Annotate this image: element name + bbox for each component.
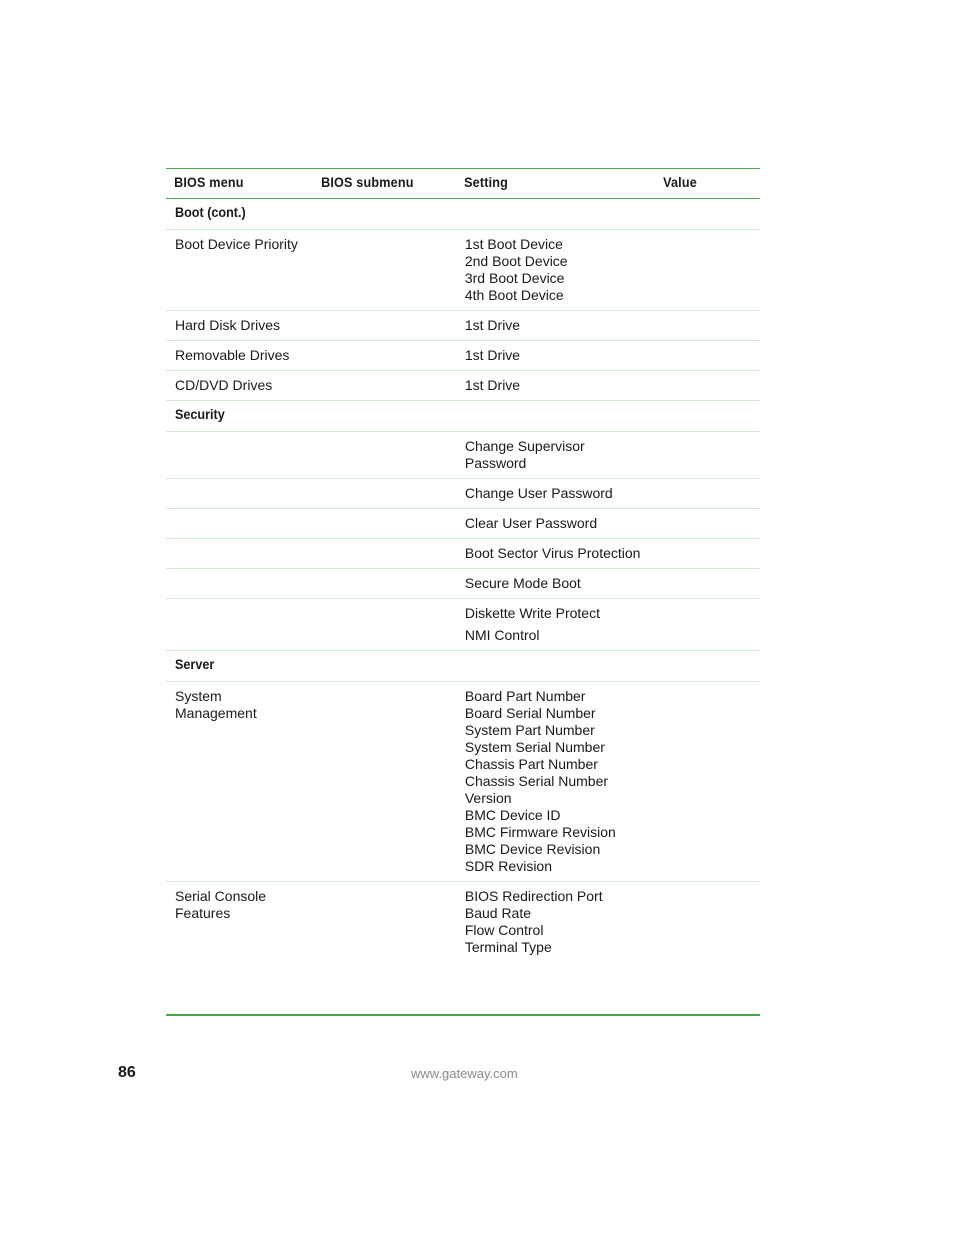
cell-line: 4th Boot Device — [464, 287, 564, 303]
bios-menu-cell — [166, 539, 313, 569]
cell-line: Version — [464, 790, 512, 806]
bios-submenu-cell — [313, 509, 455, 539]
cell-line: SDR Revision — [464, 858, 552, 874]
cell-line: Board Part Number — [464, 688, 586, 704]
section-header-cell — [166, 651, 760, 682]
bios-menu-cell — [166, 569, 313, 599]
cell-line: Flow Control — [464, 922, 544, 938]
cell-line: Terminal Type — [464, 939, 552, 955]
cell-line: 1st Drive — [464, 317, 521, 333]
setting-cell — [456, 230, 655, 311]
footer-url: www.gateway.com — [411, 1066, 518, 1081]
bios-submenu-cell — [313, 341, 455, 371]
section-title: Boot (cont.) — [175, 204, 246, 220]
cell-line: Change User Password — [464, 485, 613, 501]
bios-menu-cell — [166, 882, 313, 1017]
table-row — [166, 479, 760, 509]
cell-line: Boot Sector Virus Protection — [464, 545, 641, 561]
table-row — [166, 432, 760, 479]
cell-line: 2nd Boot Device — [464, 253, 568, 269]
table-row — [166, 371, 760, 401]
cell-line: Features — [175, 905, 231, 921]
cell-line: Hard Disk Drives — [175, 317, 281, 333]
setting-cell — [456, 882, 655, 1017]
bios-menu-cell — [166, 432, 313, 479]
table-row — [166, 509, 760, 539]
table-row — [166, 539, 760, 569]
section-header-cell — [166, 401, 760, 432]
value-cell — [655, 569, 760, 599]
header-bios-submenu: BIOS submenu — [313, 169, 441, 199]
cell-line: 3rd Boot Device — [464, 270, 565, 286]
cell-line: Management — [175, 705, 257, 721]
value-cell — [655, 341, 760, 371]
table-row — [166, 682, 760, 882]
setting-cell — [456, 569, 655, 599]
cell-line: Diskette Write Protect — [464, 605, 600, 621]
cell-line: Chassis Part Number — [464, 756, 598, 772]
table-row — [166, 230, 760, 311]
value-cell — [655, 509, 760, 539]
setting-cell — [456, 371, 655, 401]
bios-submenu-cell — [313, 682, 455, 882]
cell-line: 1st Boot Device — [464, 236, 563, 252]
setting-cell — [456, 432, 655, 479]
cell-line: Serial Console — [175, 888, 267, 904]
cell-line: Chassis Serial Number — [464, 773, 609, 789]
bios-settings-table — [166, 168, 760, 1016]
cell-line: CD/DVD Drives — [175, 377, 273, 393]
cell-line: BMC Device ID — [464, 807, 561, 823]
value-cell — [655, 311, 760, 341]
cell-line: Password — [464, 455, 527, 471]
cell-line: BMC Device Revision — [464, 841, 601, 857]
table-row — [166, 569, 760, 599]
bios-submenu-cell — [313, 569, 455, 599]
bios-submenu-cell — [313, 311, 455, 341]
cell-line: Change Supervisor — [464, 438, 585, 454]
cell-line: Removable Drives — [175, 347, 290, 363]
cell-line: 1st Drive — [464, 377, 521, 393]
table-row — [166, 311, 760, 341]
table-row — [166, 341, 760, 371]
header-value: Value — [655, 169, 749, 199]
value-cell — [655, 432, 760, 479]
bios-menu-cell — [166, 682, 313, 882]
bottom-rule — [166, 1014, 760, 1016]
value-cell — [655, 882, 760, 1017]
setting-cell — [456, 539, 655, 569]
bios-menu-cell — [166, 509, 313, 539]
section-header-cell — [166, 199, 760, 230]
value-cell — [655, 479, 760, 509]
setting-cell — [456, 599, 655, 651]
section-title: Server — [175, 656, 215, 672]
bios-submenu-cell — [313, 230, 455, 311]
value-cell — [655, 539, 760, 569]
cell-line: System Part Number — [464, 722, 595, 738]
value-cell — [655, 599, 760, 651]
setting-cell — [456, 479, 655, 509]
bios-submenu-cell — [313, 371, 455, 401]
cell-line: 1st Drive — [464, 347, 521, 363]
setting-cell — [456, 682, 655, 882]
bios-menu-cell — [166, 479, 313, 509]
bios-submenu-cell — [313, 479, 455, 509]
bios-menu-cell — [166, 599, 313, 651]
bios-menu-cell — [166, 371, 313, 401]
value-cell — [655, 230, 760, 311]
bios-submenu-cell — [313, 539, 455, 569]
cell-line: System Serial Number — [464, 739, 605, 755]
bios-submenu-cell — [313, 599, 455, 651]
cell-line: Secure Mode Boot — [464, 575, 581, 591]
bios-submenu-cell — [313, 432, 455, 479]
setting-cell — [456, 311, 655, 341]
bios-submenu-cell — [313, 882, 455, 1017]
section-header-row — [166, 199, 760, 230]
setting-cell — [456, 341, 655, 371]
cell-line: NMI Control — [464, 627, 540, 643]
section-title: Security — [175, 406, 225, 422]
header-bios-menu: BIOS menu — [166, 169, 299, 199]
header-setting: Setting — [456, 169, 635, 199]
page-number: 86 — [118, 1064, 136, 1081]
cell-line: Clear User Password — [464, 515, 598, 531]
value-cell — [655, 682, 760, 882]
cell-line: Boot Device Priority — [175, 236, 298, 252]
value-cell — [655, 371, 760, 401]
bios-menu-cell — [166, 341, 313, 371]
cell-line: BIOS Redirection Port — [464, 888, 603, 904]
setting-cell — [456, 509, 655, 539]
section-header-row — [166, 401, 760, 432]
cell-line: Baud Rate — [464, 905, 532, 921]
table-header-row — [166, 169, 760, 199]
section-header-row — [166, 651, 760, 682]
cell-line: Board Serial Number — [464, 705, 596, 721]
cell-line: System — [175, 688, 222, 704]
table-row — [166, 599, 760, 651]
bios-menu-cell — [166, 230, 313, 311]
cell-line: BMC Firmware Revision — [464, 824, 616, 840]
bios-menu-cell — [166, 311, 313, 341]
table-row — [166, 882, 760, 1017]
table-body — [166, 199, 760, 1017]
